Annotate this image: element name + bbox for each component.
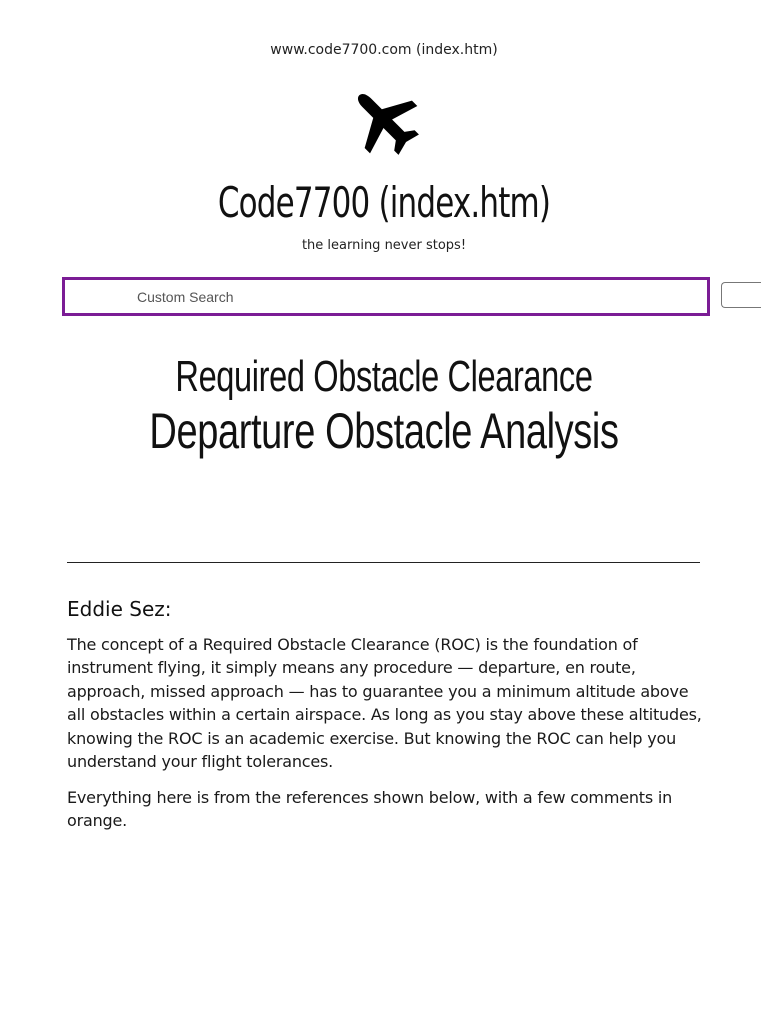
site-url-link[interactable]: www.code7700.com (index.htm) [270,42,498,58]
divider [67,562,700,563]
paragraph: The concept of a Required Obstacle Clearance (ROC) is the foundation of instrument flying, it simply means any procedure — departure, en route, approach, missed approach — has to guarantee you a minimum altitude above all obstacles within a certain airspace. As long as you stay above these altitudes, knowing the ROC is an academic exercise. But knowing the ROC can help you understand your flight tolerances. [67,635,702,772]
page-title: Departure Obstacle Analysis [149,403,619,459]
section-heading: Eddie Sez: [67,597,172,621]
search-input[interactable] [65,280,707,313]
tagline: the learning never stops! [301,238,467,253]
search-box [62,277,710,316]
search-button[interactable] [721,282,761,308]
site-title[interactable]: Code7700 (index.htm) [217,178,551,227]
page-subtitle: Required Obstacle Clearance [175,352,593,401]
airplane-icon[interactable] [346,82,422,158]
paragraph: Everything here is from the references shown below, with a few comments in orange. [67,788,673,831]
